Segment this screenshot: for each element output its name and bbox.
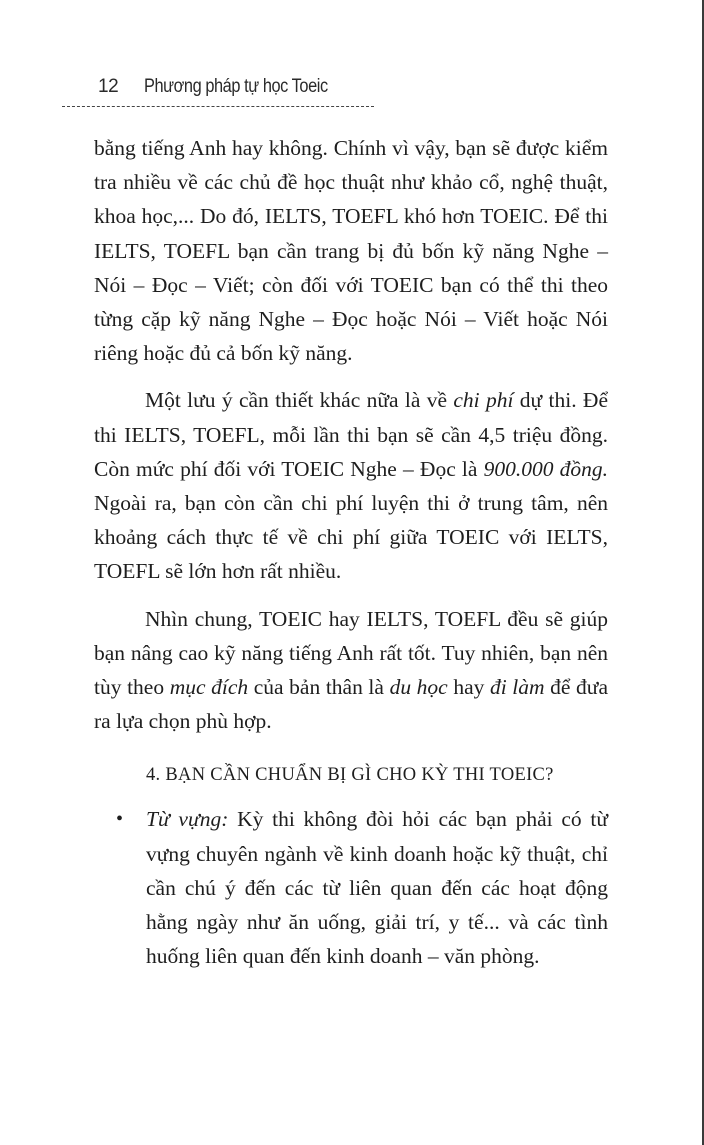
bullet-item-vocabulary [94, 802, 608, 973]
paragraph-cost [94, 383, 608, 588]
paragraph-text: bằng tiếng Anh hay không. Chính vì vậy, bạn sẽ được kiểm tra nhiều về các chủ đề học thuật như khảo cổ, nghệ thuật, khoa học,... Do đó, IELTS, TOEFL khó hơn TOEIC. Để thi IELTS, TOEFL bạn cần trang bị đủ bốn kỹ năng Nghe – Nói – Đọc – Viết; còn đối với TOEIC bạn có thể thi theo từng cặp kỹ năng Nghe – Đọc hoặc Nói – Viết hoặc Nói riêng hoặc đủ cả bốn kỹ năng. [94, 136, 608, 366]
paragraph-text: Một lưu ý cần thiết khác nữa là về [145, 388, 454, 413]
paragraph-text: hay [447, 675, 490, 700]
emphasis-cost: chi phí [453, 388, 514, 413]
paragraph-text: của bản thân là [248, 675, 390, 700]
section-heading: 4. BẠN CẦN CHUẨN BỊ GÌ CHO KỲ THI TOEIC? [146, 765, 554, 786]
paragraph-summary [94, 602, 608, 739]
bullet-text: Kỳ thi không đòi hỏi các bạn phải có từ vựng chuyên ngành về kinh doanh hoặc kỹ thuật, chỉ cần chú ý đến các từ liên quan đến các hoạt động hằng ngày như ăn uống, giải trí, y tế... và các tình huống liên quan đến kinh doanh – văn phòng. [146, 807, 608, 969]
emphasis-price: 900.000 đồng. [483, 456, 608, 481]
page-header [62, 76, 374, 107]
emphasis-study-abroad: du học [389, 675, 448, 700]
bullet-term: Từ vựng: [146, 807, 229, 832]
paragraph-text: Nhìn chung, TOEIC hay IELTS, TOEFL đều sẽ giúp bạn nâng cao kỹ năng tiếng Anh rất tốt. Tuy nhiên, bạn nên tùy theo [94, 606, 608, 700]
emphasis-purpose: mục đích [169, 675, 249, 700]
bullet-icon: • [116, 808, 124, 831]
paragraph-intro-continued [94, 131, 608, 370]
paragraph-text: để đưa ra lựa chọn phù hợp. [94, 675, 608, 734]
page-number: 12 [98, 76, 119, 97]
running-title: Phương pháp tự học Toeic [144, 76, 328, 97]
paragraph-text: Ngoài ra, bạn còn cần chi phí luyện thi ở trung tâm, nên khoảng cách thực tế về chi phí giữa TOEIC với IELTS, TOEFL sẽ lớn hơn rất nhiều. [94, 491, 608, 584]
emphasis-work: đi làm [489, 675, 545, 700]
body-text [94, 131, 608, 973]
paragraph-text: dự thi. Để thi IELTS, TOEFL, mỗi lần thi bạn sẽ cần 4,5 triệu đồng. Còn mức phí đối với TOEIC Nghe – Đọc là [94, 388, 608, 481]
